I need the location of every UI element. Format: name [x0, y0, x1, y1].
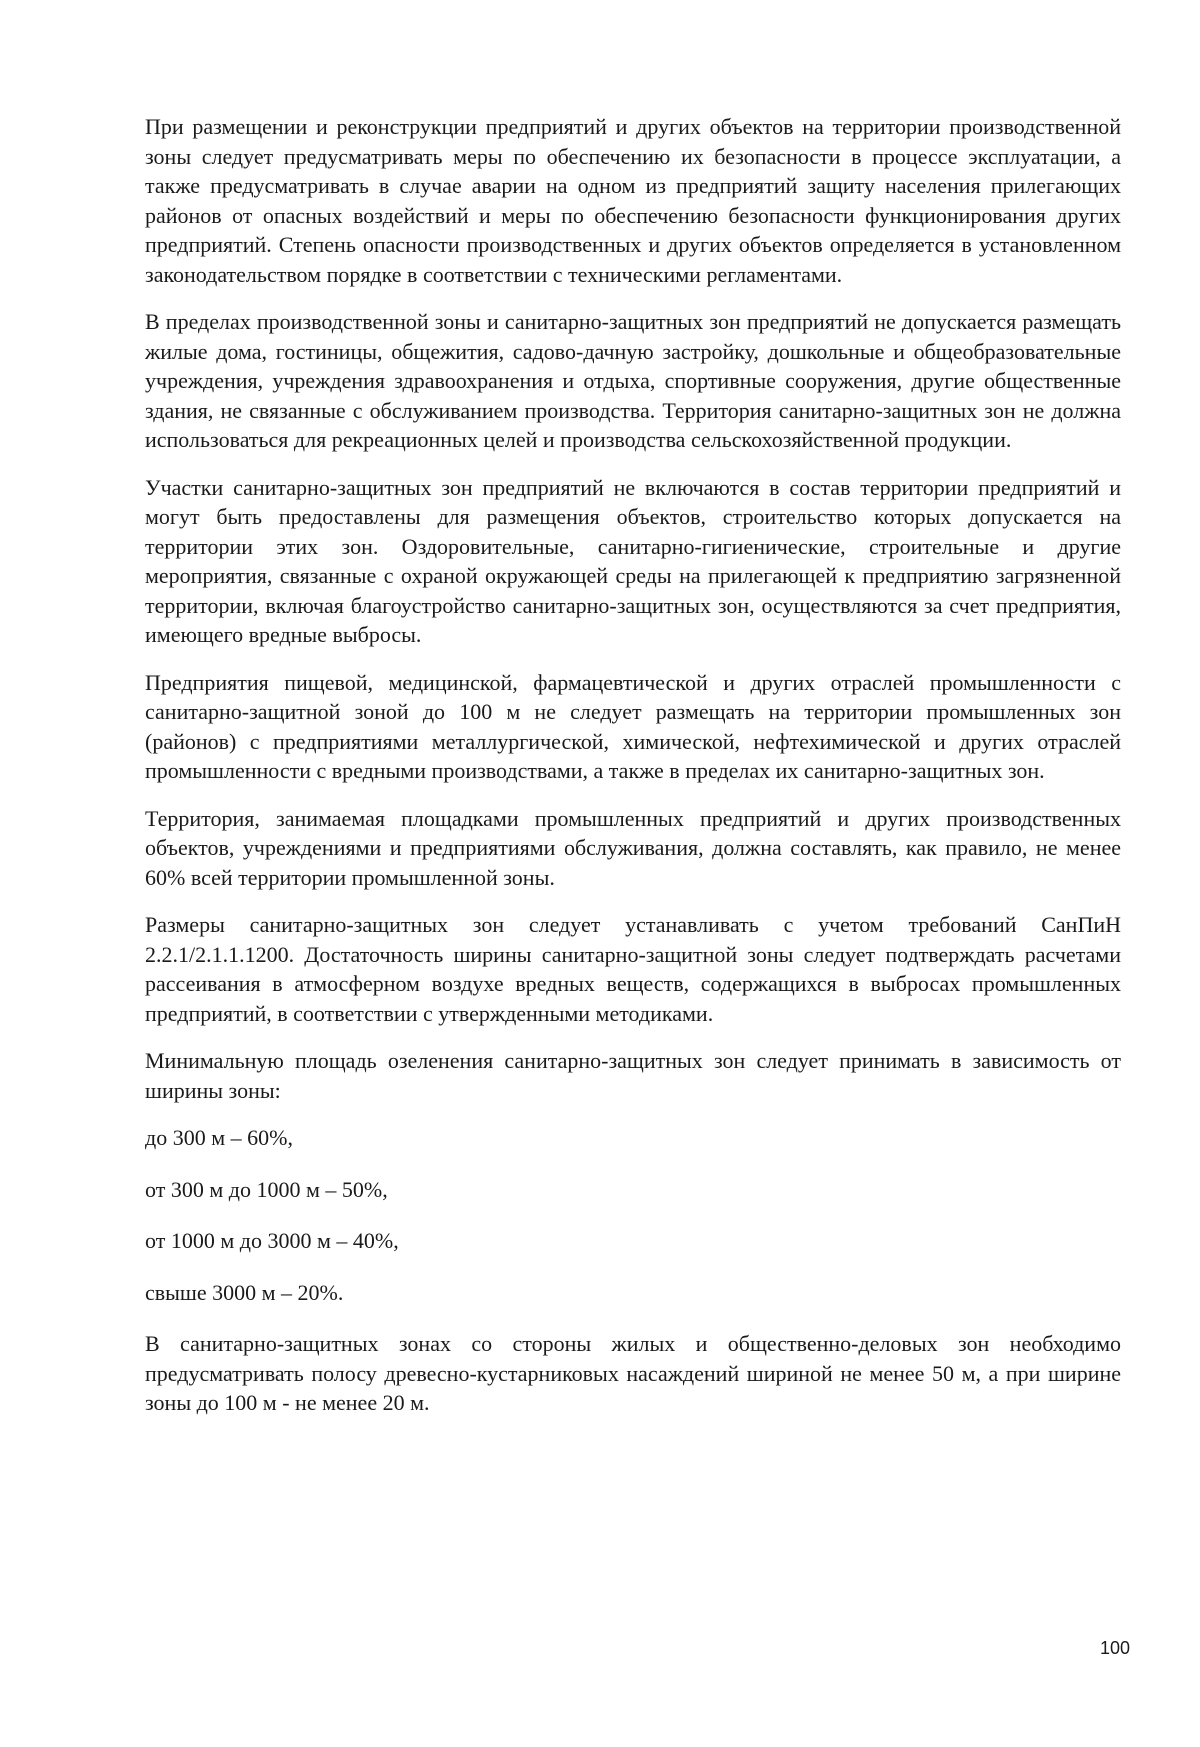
- document-body: [145, 112, 1121, 1436]
- paragraph-2: В пределах производственной зоны и санитарно-защитных зон предприятий не допускается размещать жилые дома, гостиницы, общежития, садово-дачную застройку, дошкольные и общеобразовательные учреждения, учреждения здравоохранения и отдыха, спортивные сооружения, другие общественные здания, не связанные с обслуживанием производства. Территория санитарно-защитных зон не должна использоваться для рекреационных целей и производства сельскохозяйственной продукции.: [145, 309, 1121, 452]
- paragraph-final: В санитарно-защитных зонах со стороны жилых и общественно-деловых зон необходимо предусматривать полосу древесно-кустарниковых насаждений шириной не менее 50 м, а при ширине зоны до 100 м - не менее 20 м.: [145, 1331, 1121, 1415]
- paragraph-6: Размеры санитарно-защитных зон следует устанавливать с учетом требований СанПиН 2.2.1/2.1.1.1200. Достаточность ширины санитарно-защитной зоны следует подтверждать расчетами рассеивания в атмосферном воздухе вредных веществ, содержащихся в выбросах промышленных предприятий, в соответствии с утвержденными методиками.: [145, 912, 1121, 1026]
- paragraph-7: Минимальную площадь озеленения санитарно-защитных зон следует принимать в зависимость от ширины зоны:: [145, 1048, 1121, 1103]
- page-number: 100: [1099, 1638, 1130, 1658]
- list-item-4: свыше 3000 м – 20%.: [145, 1279, 344, 1305]
- list-item-2: от 300 м до 1000 м – 50%,: [145, 1176, 388, 1202]
- paragraph-1: При размещении и реконструкции предприятий и других объектов на территории производственной зоны следует предусматривать меры по обеспечению их безопасности в процессе эксплуатации, а также предусматривать в случае аварии на одном из предприятий защиту населения прилегающих районов от опасных воздействий и меры по обеспечению безопасности функционирования других предприятий. Степень опасности производственных и других объектов определяется в установленном законодательством порядке в соответствии с техническими регламентами.: [145, 114, 1121, 287]
- list-item-3: от 1000 м до 3000 м – 40%,: [145, 1228, 399, 1253]
- paragraph-4: Предприятия пищевой, медицинской, фармацевтической и других отраслей промышленности с санитарно-защитной зоной до 100 м не следует размещать на территории промышленных зон (районов) с предприятиями металлургической, химической, нефтехимической и других отраслей промышленности с вредными производствами, а также в пределах их санитарно-защитных зон.: [145, 669, 1121, 783]
- paragraph-5: Территория, занимаемая площадками промышленных предприятий и других производственных объектов, учреждениями и предприятиями обслуживания, должна составлять, как правило, не менее 60% всей территории промышленной зоны.: [145, 805, 1121, 890]
- paragraph-3: Участки санитарно-защитных зон предприятий не включаются в состав территории предприятий и могут быть предоставлены для размещения объектов, строительство которых допускается на территории этих зон. Оздоровительные, санитарно-гигиенические, строительные и другие мероприятия, связанные с охраной окружающей среды на прилегающей к предприятию загрязненной территории, включая благоустройство санитарно-защитных зон, осуществляются за счет предприятия, имеющего вредные выбросы.: [145, 474, 1121, 647]
- list-item-1: до 300 м – 60%,: [145, 1125, 293, 1150]
